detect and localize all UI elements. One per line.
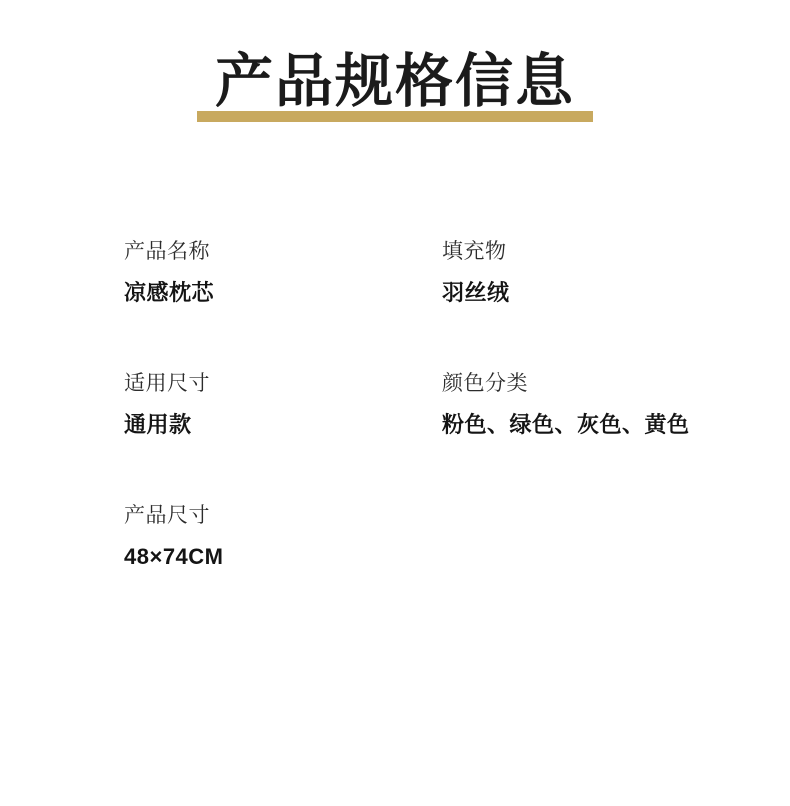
- spec-value: 羽丝绒: [442, 280, 510, 306]
- spec-label: 产品尺寸: [124, 504, 210, 528]
- spec-value: 凉感枕芯: [124, 280, 215, 306]
- spec-item-filling: [442, 238, 760, 308]
- spec-item-color-options: [442, 370, 760, 440]
- spec-grid: [124, 238, 764, 572]
- spec-label: 产品名称: [124, 240, 210, 263]
- spec-item-empty: [442, 502, 760, 572]
- spec-row: [124, 238, 764, 308]
- page-title-block: [0, 48, 790, 116]
- spec-item-product-name: [124, 238, 442, 308]
- spec-value: 48×74CM: [124, 544, 224, 570]
- spec-item-applicable-size: [124, 370, 442, 440]
- spec-label: 填充物: [442, 240, 507, 263]
- title-inner: [215, 48, 575, 116]
- page-title: 产品规格信息: [214, 49, 575, 114]
- spec-item-product-size: [124, 502, 442, 572]
- spec-value: 通用款: [124, 412, 192, 438]
- spec-value: 粉色、绿色、灰色、黄色: [442, 412, 690, 438]
- spec-row: [124, 370, 764, 440]
- spec-row: [124, 502, 764, 572]
- spec-label: 适用尺寸: [124, 372, 210, 396]
- spec-label: 颜色分类: [442, 372, 528, 396]
